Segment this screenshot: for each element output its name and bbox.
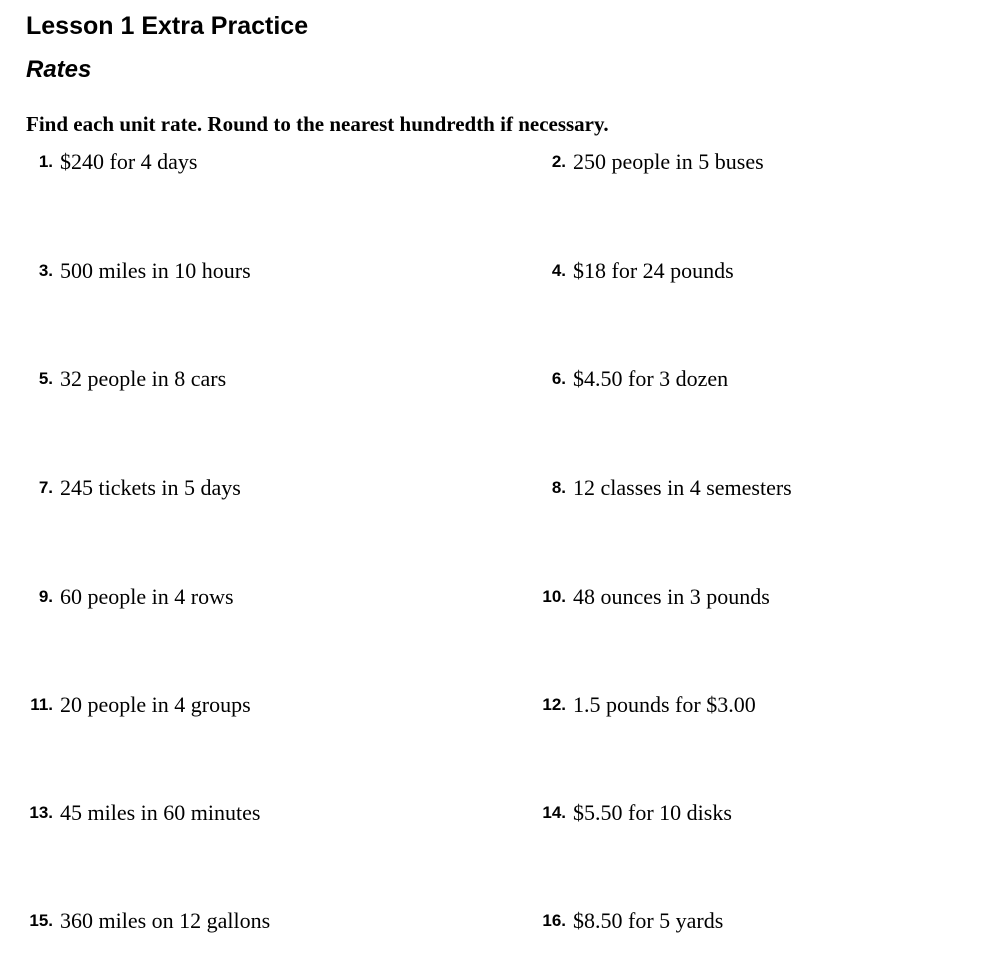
problem-11 [26,690,486,720]
problem-6 [539,364,999,394]
problem-number: 11. [30,695,53,714]
problem-3 [26,256,486,286]
problem-text: $240 for 4 days [60,149,198,174]
problem-5 [26,364,486,394]
problem-number: 15. [29,911,53,930]
instructions: Find each unit rate. Round to the nearest hundredth if necessary. [26,112,609,136]
problem-12 [539,690,999,720]
problem-text: $18 for 24 pounds [573,258,734,283]
problem-10 [539,582,999,612]
problem-4 [539,256,999,286]
problem-number: 1. [38,152,53,171]
problem-text: 60 people in 4 rows [60,584,234,609]
problem-text: 245 tickets in 5 days [60,475,241,500]
problem-text: 250 people in 5 buses [573,149,764,174]
problem-number: 9. [38,587,53,606]
problem-number: 3. [38,261,53,280]
problem-number: 2. [551,152,566,171]
problem-number: 12. [542,695,566,714]
problem-7 [26,473,486,503]
problem-number: 6. [551,369,566,388]
lesson-subtitle: Rates [26,56,92,83]
problem-15 [26,906,486,936]
problem-number: 8. [551,478,566,497]
problem-number: 10. [542,587,566,606]
problem-text: 360 miles on 12 gallons [60,908,271,933]
problem-text: 48 ounces in 3 pounds [573,584,770,609]
problem-number: 16. [542,911,566,930]
problem-text: $4.50 for 3 dozen [573,366,729,391]
problem-14 [539,798,999,828]
problem-9 [26,582,486,612]
problem-8 [539,473,999,503]
problem-number: 4. [551,261,566,280]
problem-16 [539,906,999,936]
problem-number: 5. [38,369,53,388]
problem-text: 20 people in 4 groups [60,692,251,717]
problem-1 [26,147,486,177]
problem-2 [539,147,999,177]
problem-number: 7. [38,478,53,497]
problem-number: 13. [29,803,53,822]
lesson-title: Lesson 1 Extra Practice [26,12,309,40]
problem-text: 12 classes in 4 semesters [573,475,792,500]
problem-text: 500 miles in 10 hours [60,258,251,283]
problem-text: 32 people in 8 cars [60,366,227,391]
problem-13 [26,798,486,828]
problem-number: 14. [542,803,566,822]
problem-text: 45 miles in 60 minutes [60,800,261,825]
problem-text: 1.5 pounds for $3.00 [573,692,756,717]
problem-text: $5.50 for 10 disks [573,800,732,825]
problem-text: $8.50 for 5 yards [573,908,724,933]
